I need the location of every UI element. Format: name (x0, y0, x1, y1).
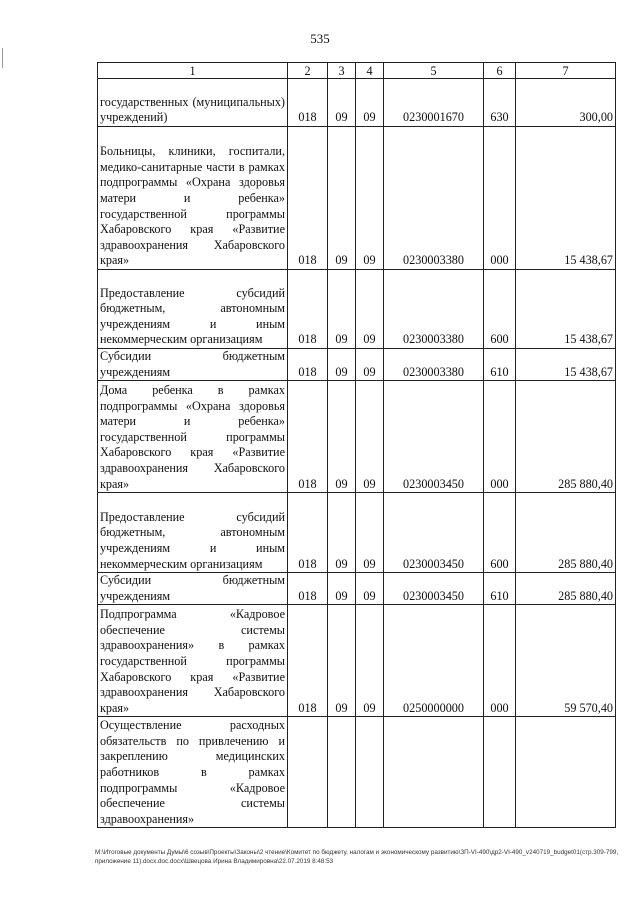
row-name: Больницы, клиники, госпитали, медико-санитарные части в рамках подпрограммы «Охрана здоровья матери и ребенка» государственной программы Хабаровского края «Развитие здравоохранения Хабаровского края» (98, 127, 288, 270)
cell-expense-type: 610 (484, 349, 516, 381)
cell-subsection (356, 717, 384, 828)
table-row (98, 381, 616, 493)
table-row (98, 605, 616, 717)
cell-code-ministry: 018 (288, 493, 328, 573)
row-name: Предоставление субсидий бюджетным, автономным учреждениям и иным некоммерческим организациям (98, 270, 288, 349)
cell-expense-type: 610 (484, 573, 516, 605)
cell-code-ministry: 018 (288, 573, 328, 605)
cell-code-ministry: 018 (288, 270, 328, 349)
col-header-5: 5 (384, 63, 484, 79)
table-row (98, 717, 616, 828)
cell-code-ministry: 018 (288, 79, 328, 127)
cell-target-article: 0230003450 (384, 573, 484, 605)
col-header-4: 4 (356, 63, 384, 79)
col-header-6: 6 (484, 63, 516, 79)
cell-amount: 15 438,67 (516, 127, 616, 270)
row-name: Предоставление субсидий бюджетным, автономным учреждениям и иным некоммерческим организациям (98, 493, 288, 573)
col-header-3: 3 (328, 63, 356, 79)
cell-code-ministry: 018 (288, 349, 328, 381)
cell-section: 09 (328, 270, 356, 349)
cell-subsection: 09 (356, 349, 384, 381)
cell-subsection: 09 (356, 605, 384, 717)
row-name: государственных (муниципальных) учреждений) (98, 79, 288, 127)
cell-section: 09 (328, 79, 356, 127)
cell-amount: 15 438,67 (516, 349, 616, 381)
cell-target-article (384, 717, 484, 828)
cell-subsection: 09 (356, 79, 384, 127)
cell-section: 09 (328, 381, 356, 493)
cell-amount: 300,00 (516, 79, 616, 127)
cell-subsection: 09 (356, 381, 384, 493)
cell-amount: 285 880,40 (516, 381, 616, 493)
cell-code-ministry: 018 (288, 381, 328, 493)
cell-target-article: 0230003450 (384, 493, 484, 573)
margin-mark (2, 48, 3, 68)
cell-target-article: 0230001670 (384, 79, 484, 127)
table-row (98, 79, 616, 127)
cell-amount: 59 570,40 (516, 605, 616, 717)
cell-code-ministry (288, 717, 328, 828)
cell-expense-type: 000 (484, 127, 516, 270)
cell-expense-type (484, 717, 516, 828)
col-header-2: 2 (288, 63, 328, 79)
col-header-7: 7 (516, 63, 616, 79)
header-row (98, 63, 616, 79)
cell-target-article: 0230003380 (384, 349, 484, 381)
cell-code-ministry: 018 (288, 605, 328, 717)
cell-section: 09 (328, 605, 356, 717)
cell-target-article: 0230003380 (384, 270, 484, 349)
row-name: Подпрограмма «Кадровое обеспечение системы здравоохранения» в рамках государственной программы Хабаровского края «Развитие здравоохранения Хабаровского края» (98, 605, 288, 717)
row-name: Субсидии бюджетным учреждениям (98, 573, 288, 605)
cell-target-article: 0230003450 (384, 381, 484, 493)
page-number: 535 (310, 31, 330, 46)
row-name: Дома ребенка в рамках подпрограммы «Охрана здоровья матери и ребенка» государственной программы Хабаровского края «Развитие здравоохранения Хабаровского края» (98, 381, 288, 493)
table-row (98, 270, 616, 349)
cell-expense-type: 600 (484, 493, 516, 573)
table-row (98, 573, 616, 605)
cell-section: 09 (328, 349, 356, 381)
cell-expense-type: 000 (484, 605, 516, 717)
cell-target-article: 0230003380 (384, 127, 484, 270)
cell-code-ministry: 018 (288, 127, 328, 270)
col-header-1: 1 (98, 63, 288, 79)
cell-expense-type: 630 (484, 79, 516, 127)
cell-subsection: 09 (356, 270, 384, 349)
cell-section: 09 (328, 493, 356, 573)
cell-amount: 285 880,40 (516, 493, 616, 573)
cell-section: 09 (328, 573, 356, 605)
cell-section (328, 717, 356, 828)
cell-expense-type: 600 (484, 270, 516, 349)
cell-subsection: 09 (356, 493, 384, 573)
cell-section: 09 (328, 127, 356, 270)
table-row (98, 127, 616, 270)
cell-amount: 15 438,67 (516, 270, 616, 349)
cell-amount (516, 717, 616, 828)
cell-amount: 285 880,40 (516, 573, 616, 605)
table-row (98, 349, 616, 381)
cell-target-article: 0250000000 (384, 605, 484, 717)
table-row (98, 493, 616, 573)
row-name: Субсидии бюджетным учреждениям (98, 349, 288, 381)
budget-table (97, 62, 616, 828)
cell-expense-type: 000 (484, 381, 516, 493)
file-path-footer: M:\Итоговые документы Думы\6 созыв\Проекты\Законы\2 чтение\Комитет по бюджету, налогам и экономическому развитию\ЗП-VI-490\др2-VI-490_v240719_budget01(стр.309-799, приложение 11).docx.doc.docx\Швецова Ирина Владимировна\22.07.2019 8:48:53 (95, 849, 619, 865)
cell-subsection: 09 (356, 127, 384, 270)
row-name: Осуществление расходных обязательств по привлечению и закреплению медицинских работников в рамках подпрограммы «Кадровое обеспечение системы здравоохранения» (98, 717, 288, 828)
cell-subsection: 09 (356, 573, 384, 605)
